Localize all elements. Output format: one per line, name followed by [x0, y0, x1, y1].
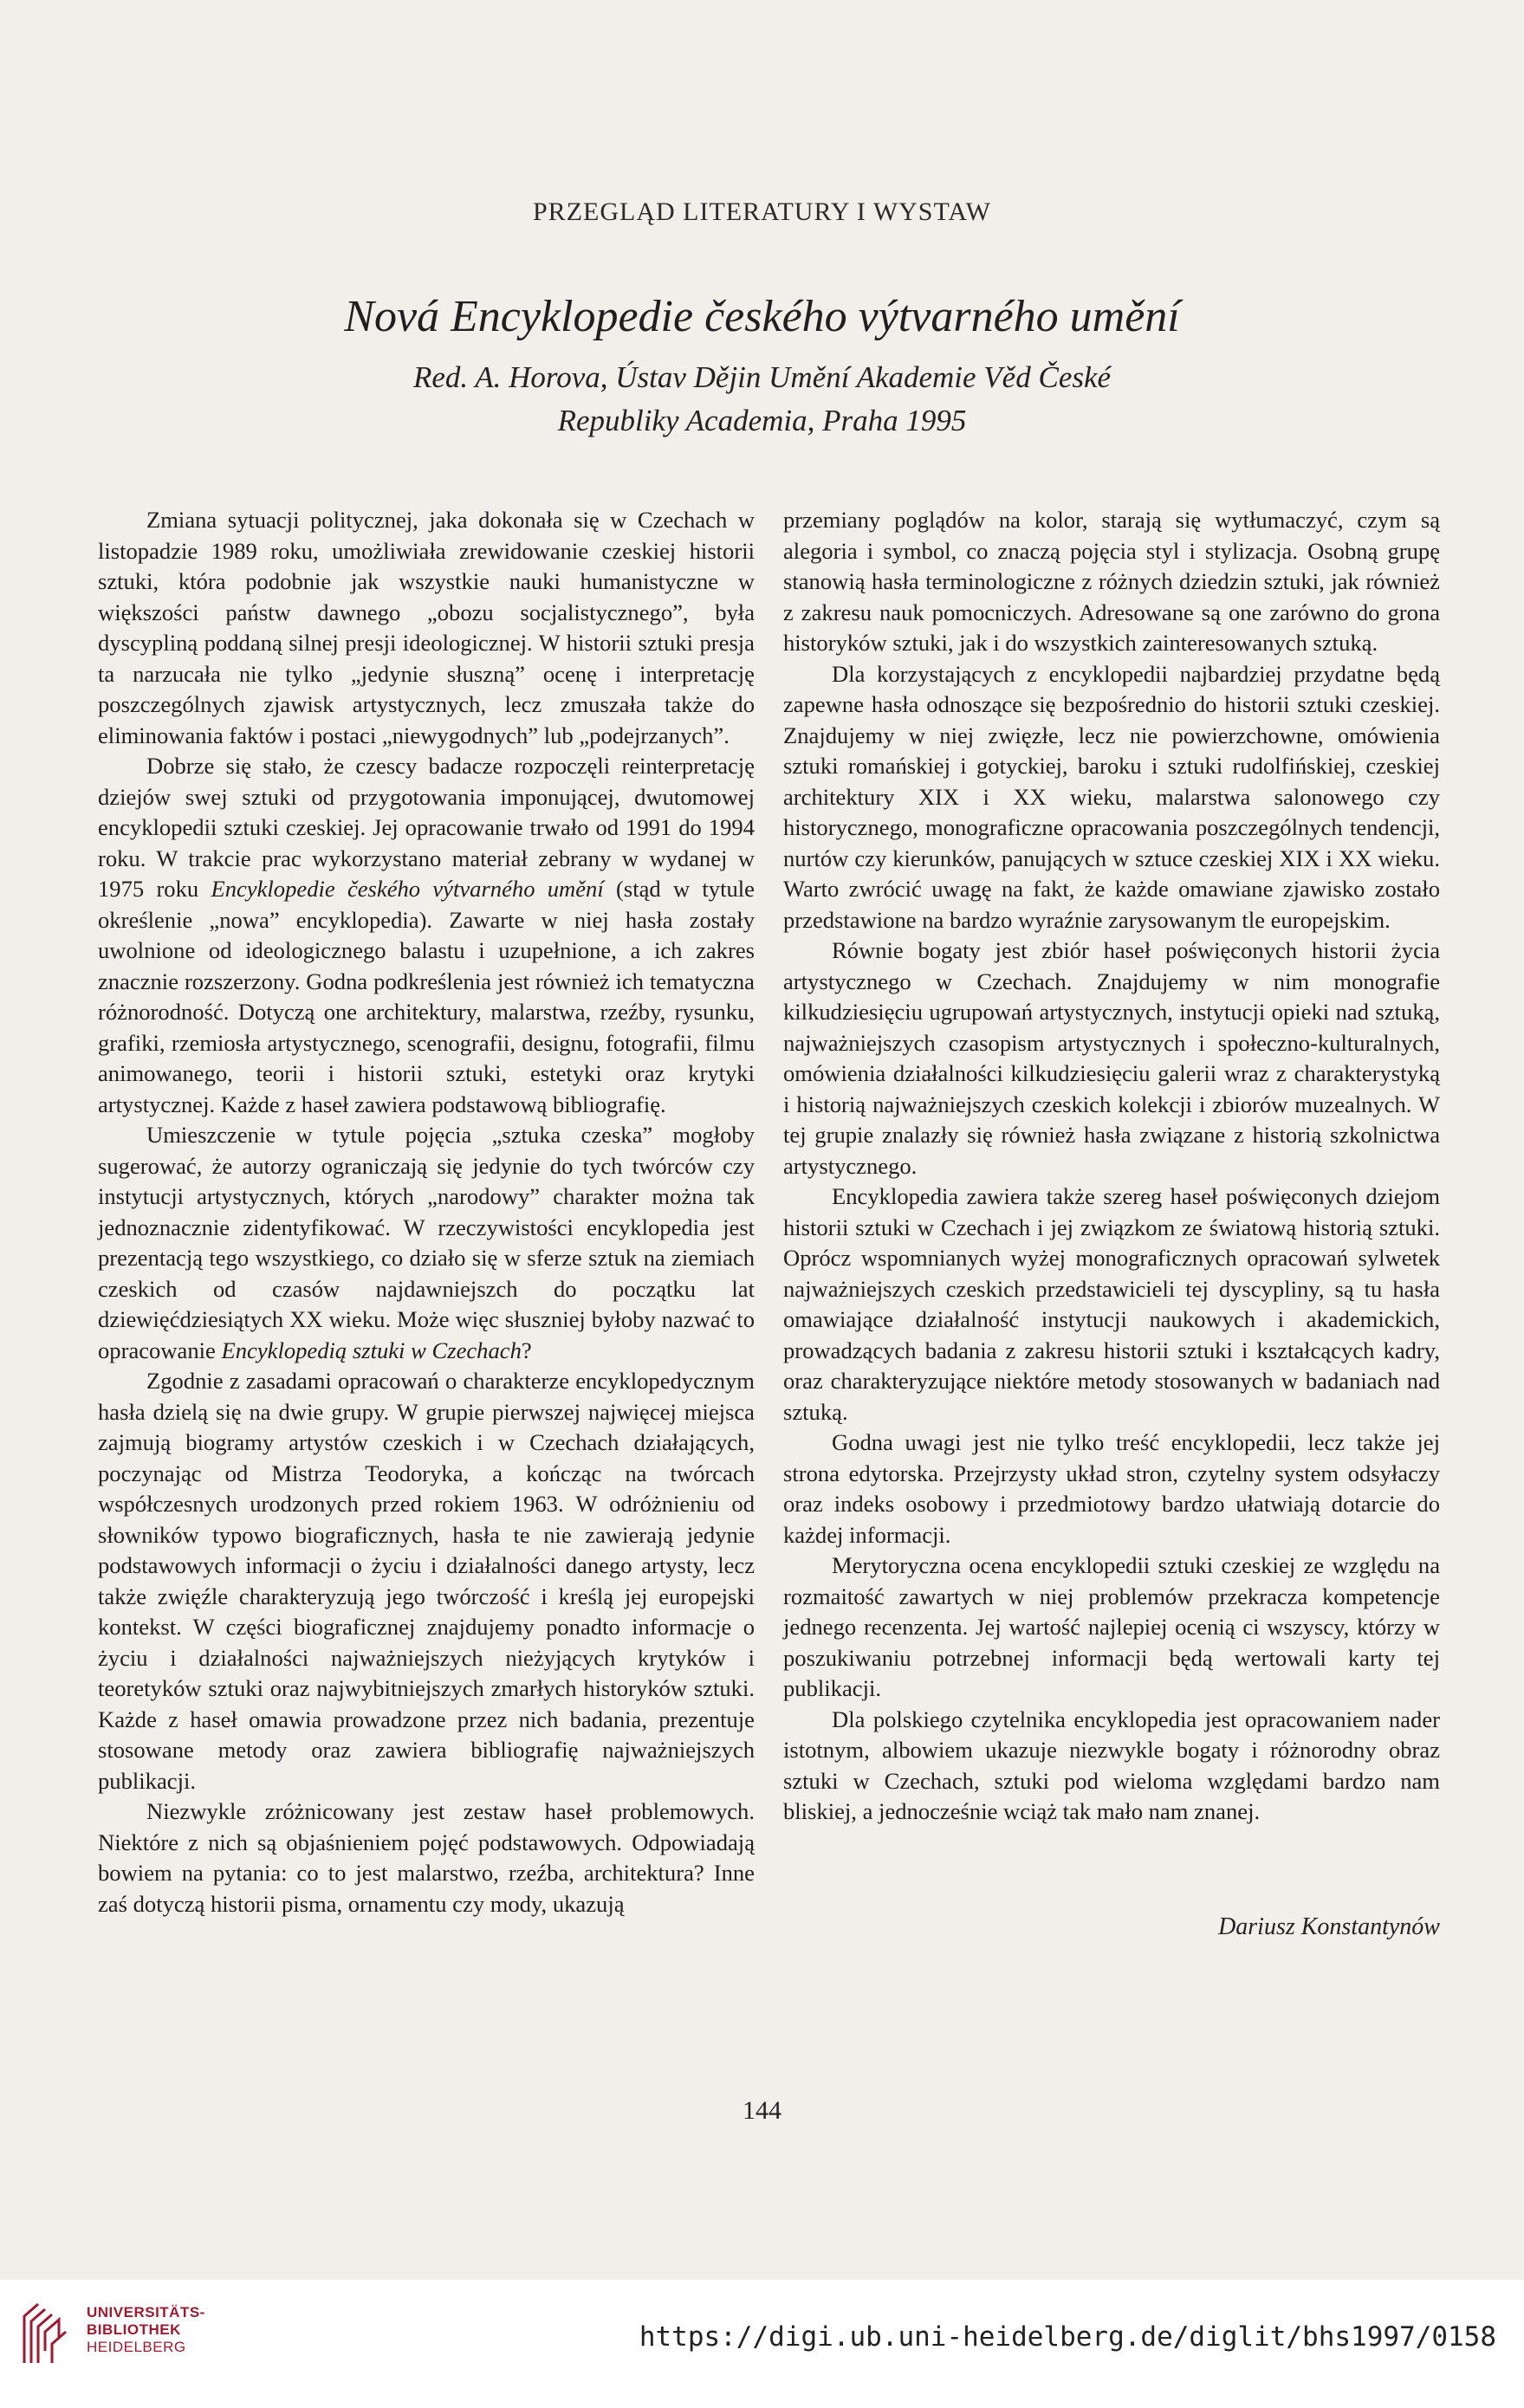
subtitle-line: Red. A. Horova, Ústav Dějin Umění Akademie Věd České [412, 360, 1112, 394]
article-column-right [783, 505, 1440, 1828]
library-name-line: HEIDELBERG [87, 2339, 186, 2355]
paragraph: Dobrze się stało, że czescy badacze rozpoczęli reinterpretację dziejów swej sztuki od przygotowania imponującej, dwutomowej encyklopedii sztuki czeskiej. Jej opracowanie trwało od 1991 do 1994 roku. W trakcie prac wykorzystano materiał zebrany w wydanej w 1975 roku Encyklopedie českého výtvarného umění (stąd w tytule określenie „nowa” encyklopedia). Zawarte w niej hasła zostały uwolnione od ideologicznego balastu i uzupełnione, a ich zakres znacznie rozszerzony. Godna podkreślenia jest również ich tematyczna różnorodność. Dotyczą one architektury, malarstwa, rzeźby, rysunku, grafiki, rzemiosła artystycznego, scenografii, designu, fotografii, filmu animowanego, teorii i historii sztuki, estetyki oraz krytyki artystycznej. Każde z haseł zawiera podstawową bibliografię. [98, 753, 755, 1117]
paragraph: Merytoryczna ocena encyklopedii sztuki czeskiej ze względu na rozmaitość zawartych w niej problemów przekracza kompetencje jednego recenzenta. Jej wartość najlepiej ocenią ci wszyscy, którzy w poszukiwaniu potrzebnej informacji będą wertowali karty tej publikacji. [783, 1552, 1440, 1701]
library-name[interactable] [87, 2304, 205, 2356]
page-number: 144 [743, 2096, 781, 2125]
library-logo-icon[interactable] [17, 2299, 78, 2368]
paragraph: Encyklopedia zawiera także szereg haseł poświęconych dziejom historii sztuki w Czechach i jej związkom ze światową historią sztuki. Oprócz wspomnianych wyżej monograficznych opracowań sylwetek najważniejszych czeskich przedstawicieli tej dyscypliny, są tu hasła omawiające działalność instytucji naukowych i akademickich, prowadzących badania z zakresu historii sztuki i kształcących kadry, oraz charakteryzujące niektóre metody stosowanych w badaniach nad sztuką. [783, 1183, 1440, 1425]
footer-bar [0, 2280, 1524, 2408]
paragraph: Niezwykle zróżnicowany jest zestaw haseł problemowych. Niektóre z nich są objaśnieniem pojęć podstawowych. Odpowiadają bowiem na pytania: co to jest malarstwo, rzeźba, architektura? Inne zaś dotyczą historii pisma, ornamentu czy mody, ukazują [98, 1798, 755, 1917]
library-name-line: UNIVERSITÄTS- [87, 2304, 205, 2321]
paragraph: Godna uwagi jest nie tylko treść encyklopedii, lecz także jej strona edytorska. Przejrzysty układ stron, czytelny system odsyłaczy oraz indeks osobowy i przedmiotowy bardzo ułatwiają dotarcie do każdej informacji. [783, 1429, 1440, 1548]
paragraph: Dla korzystających z encyklopedii najbardziej przydatne będą zapewne hasła odnoszące się bezpośrednio do historii sztuki czeskiej. Znajdujemy w niej zwięzłe, lecz nie powierzchowne, omówienia sztuki romańskiej i gotyckiej, baroku i sztuki rudolfińskiej, czeskiej architektury XIX i XX wieku, malarstwa salonowego czy historycznego, monograficzne opracowania poszczególnych tendencji, nurtów czy kierunków, panujących w sztuce czeskiej XIX i XX wieku. Warto zwrócić uwagę na fakt, że każde omawiane zjawisko zostało przedstawione na bardzo wyraźnie zarysowanym tle europejskim. [783, 660, 1440, 933]
paragraph: Równie bogaty jest zbiór haseł poświęconych historii życia artystycznego w Czechach. Znajdujemy w nim monografie kilkudziesięciu ugrupowań artystycznych, instytucji opieki nad sztuką, najważniejszych czasopism artystycznych i społeczno-kulturalnych, omówienia działalności kilkudziesięciu galerii wraz z charakterystyką i historią najważniejszych czeskich kolekcji i zbiorów muzealnych. W tej grupie znalazły się również hasła związane z historią szkolnictwa artystycznego. [783, 937, 1440, 1179]
paragraph: Umieszczenie w tytule pojęcia „sztuka czeska” mogłoby sugerować, że autorzy ograniczają się jedynie do tych twórców czy instytucji artystycznych, których „narodowy” charakter można tak jednoznacznie zidentyfikować. W rzeczywistości encyklopedia jest prezentacją tego wszystkiego, co działo się w sferze sztuk na ziemiach czeskich od czasów najdawniejszch do początku lat dziewięćdziesiątych XX wieku. Może więc słuszniej byłoby nazwać to opracowanie Encyklopedią sztuki w Czechach? [98, 1122, 755, 1363]
library-name-line: BIBLIOTHEK [87, 2321, 181, 2338]
paragraph: Dla polskiego czytelnika encyklopedia jest opracowaniem nader istotnym, albowiem ukazuje niezwykle bogaty i różnorodny obraz sztuki w Czechach, sztuki pod wieloma względami bardzo nam bliskiej, a jednocześnie wciąż tak mało nam znanej. [783, 1706, 1440, 1824]
article-column-left [98, 505, 755, 1919]
review-title: Nová Encyklopedie českého výtvarného umění [344, 292, 1180, 341]
section-header: PRZEGLĄD LITERATURY I WYSTAW [533, 197, 991, 226]
author-signature: Dariusz Konstantynów [1218, 1913, 1440, 1940]
source-url-link[interactable]: https://digi.ub.uni-heidelberg.de/diglit/bhs1997/0158 [639, 2321, 1496, 2353]
subtitle-line: Republiky Academia, Praha 1995 [557, 404, 967, 437]
paragraph: przemiany poglądów na kolor, starają się wytłumaczyć, czym są alegoria i symbol, co znaczą pojęcia styl i stylizacja. Osobną grupę stanowią hasła terminologiczne z różnych dziedzin sztuki, jak również z zakresu nauk pomocniczych. Adresowane są one zarówno do grona historyków sztuki, jak i do wszystkich zainteresowanych sztuką. [783, 507, 1440, 656]
paragraph: Zmiana sytuacji politycznej, jaka dokonała się w Czechach w listopadzie 1989 roku, umożliwiała zrewidowanie czeskiej historii sztuki, która podobnie jak wszystkie nauki humanistyczne w większości państw dawnego „obozu socjalistycznego”, była dyscypliną poddaną silnej presji ideologicznej. W historii sztuki presja ta narzucała nie tylko „jedynie słuszną” ocenę i interpretację poszczególnych zjawisk artystycznych, lecz zmuszała także do eliminowania faktów i postaci „niewygodnych” lub „podejrzanych”. [98, 507, 755, 748]
paragraph: Zgodnie z zasadami opracowań o charakterze encyklopedycznym hasła dzielą się na dwie grupy. W grupie pierwszej najwięcej miejsca zajmują biogramy artystów czeskich i w Czechach działających, poczynając od Mistrza Teodoryka, a kończąc na twórcach współczesnych urodzonych przed rokiem 1963. W odróżnieniu od słowników typowo biograficznych, hasła te nie zawierają jedynie podstawowych informacji o życiu i działalności danego artysty, lecz także zwięźle charakteryzują jego twórczość i kreślą jej europejski kontekst. W części biograficznej znajdujemy ponadto informacje o życiu i działalności najważniejszych nieżyjących krytyków i teoretyków sztuki oraz najwybitniejszych zmarłych historyków sztuki. Każde z haseł omawia prowadzone przez nich badania, prezentuje stosowane metody oraz zawiera bibliografię najważniejszych publikacji. [98, 1368, 755, 1794]
review-subtitle [0, 356, 1524, 443]
